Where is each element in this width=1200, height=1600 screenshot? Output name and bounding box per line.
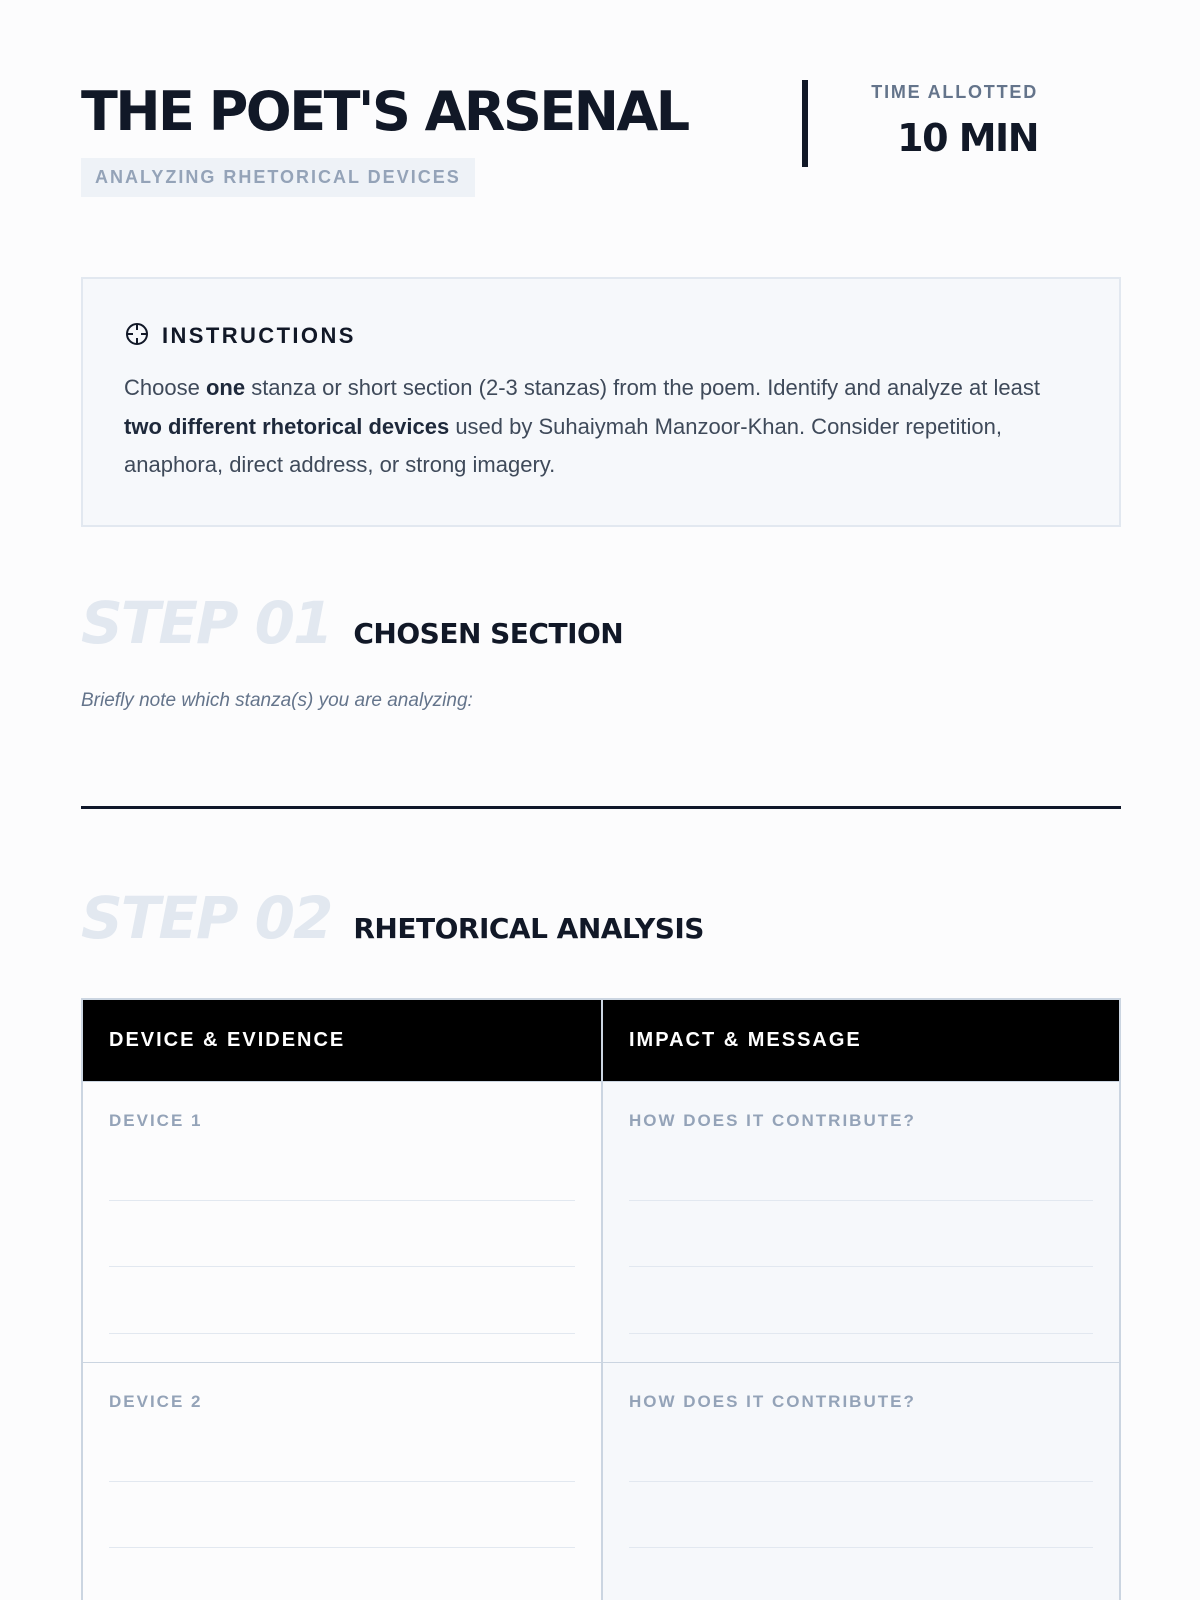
writing-line: [629, 1547, 1093, 1548]
writing-line: [629, 1481, 1093, 1482]
device-label: DEVICE 1: [109, 1111, 203, 1130]
subtitle-badge: ANALYZING RHETORICAL DEVICES: [81, 158, 475, 197]
step-01-heading: [81, 589, 623, 657]
step-title: CHOSEN SECTION: [353, 617, 624, 650]
writing-line: [109, 1333, 575, 1334]
crosshair-icon: [124, 321, 150, 352]
chosen-section-answer-line[interactable]: [81, 806, 1121, 809]
worksheet-header: [81, 0, 1119, 200]
writing-line: [629, 1200, 1093, 1201]
writing-line: [109, 1547, 575, 1548]
instructions-title: INSTRUCTIONS: [162, 323, 356, 348]
instructions-heading: [124, 321, 1079, 351]
device-1-cell[interactable]: [83, 1082, 601, 1362]
device-2-cell[interactable]: [83, 1363, 601, 1600]
table-row: [83, 1362, 1119, 1600]
impact-2-cell[interactable]: [601, 1363, 1119, 1600]
table-row: [83, 1081, 1119, 1362]
step-number: STEP 02: [81, 884, 332, 952]
time-label: TIME ALLOTTED: [871, 82, 1038, 102]
table-header-row: [83, 1000, 1119, 1081]
time-value: 10 MIN: [897, 116, 1038, 160]
impact-label: HOW DOES IT CONTRIBUTE?: [629, 1111, 916, 1130]
step-02-heading: [81, 884, 704, 952]
writing-line: [629, 1333, 1093, 1334]
instructions-panel: [81, 277, 1121, 527]
step-title: RHETORICAL ANALYSIS: [353, 912, 704, 945]
time-allotted-box: [802, 80, 1038, 167]
column-header-impact: IMPACT & MESSAGE: [601, 1000, 1119, 1081]
writing-line: [109, 1481, 575, 1482]
step-number: STEP 01: [81, 589, 332, 657]
writing-line: [109, 1200, 575, 1201]
writing-line: [109, 1266, 575, 1267]
device-label: DEVICE 2: [109, 1392, 203, 1411]
impact-1-cell[interactable]: [601, 1082, 1119, 1362]
page-title: THE POET'S ARSENAL: [81, 80, 688, 143]
chosen-section-prompt: Briefly note which stanza(s) you are analyzing:: [81, 690, 473, 711]
instructions-text: Choose one stanza or short section (2-3 stanzas) from the poem. Identify and analyze at least two different rhetorical devices used by Suhaiymah Manzoor-Khan. Consider repetition, anaphora, direct address, or strong imagery.: [124, 375, 1040, 477]
writing-line: [629, 1266, 1093, 1267]
impact-label: HOW DOES IT CONTRIBUTE?: [629, 1392, 916, 1411]
column-header-device: DEVICE & EVIDENCE: [109, 1029, 346, 1051]
analysis-table: [81, 998, 1121, 1600]
